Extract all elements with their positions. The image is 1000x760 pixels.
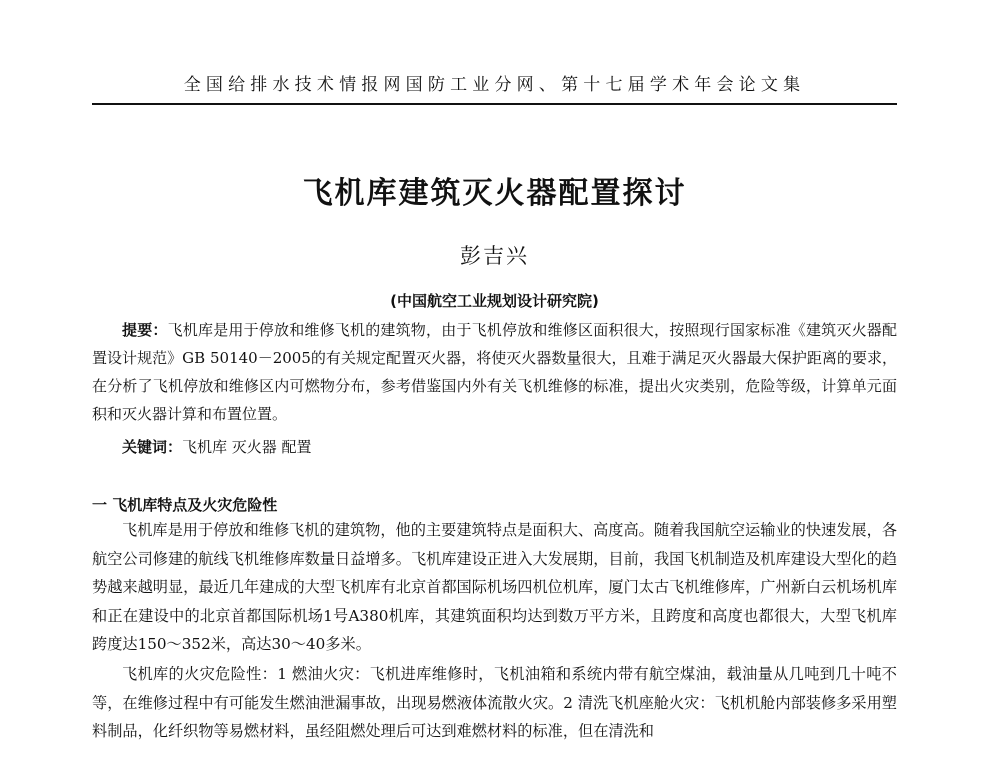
abstract-label: 提要： xyxy=(122,321,168,339)
abstract-text: 飞机库是用于停放和维修飞机的建筑物，由于飞机停放和维修区面积很大，按照现行国家标准《建筑灭火器配置设计规范》GB 50140－2005的有关规定配置灭火器，将使灭火器数量很大，且难于满足灭火器最大保护距离的要求，在分析了飞机停放和维修区内可燃物分布，参考借鉴国内外有关飞机维修的标准，提出火灾类别，危险等级，计算单元面积和灭火器计算和布置位置。 xyxy=(92,321,897,423)
header-rule xyxy=(92,103,897,105)
abstract xyxy=(92,316,897,428)
paper-title: 飞机库建筑灭火器配置探讨 xyxy=(302,176,687,211)
body-paragraph: 飞机库是用于停放和维修飞机的建筑物，他的主要建筑特点是面积大、高度高。随着我国航空运输业的快速发展，各航空公司修建的航线飞机维修库数量日益增多。飞机库建设正进入大发展期，目前，我国飞机制造及机库建设大型化的趋势越来越明显，最近几年建成的大型飞机库有北京首都国际机场四机位机库，厦门太古飞机维修库，广州新白云机场机库和正在建设中的北京首都国际机场1号A380机库，其建筑面积均达到数万平方米，且跨度和高度也都很大，大型飞机库跨度达150～352米，高达30～40多米。 xyxy=(92,521,897,653)
keywords-text: 飞机库 灭火器 配置 xyxy=(182,438,312,456)
running-header: 全国给排水技术情报网国防工业分网、第十七届学术年会论文集 xyxy=(183,75,806,95)
author-affiliation: (中国航空工业规划设计研究院) xyxy=(390,292,599,310)
section-heading: 一 飞机库特点及火灾危险性 xyxy=(92,496,278,514)
keywords-label: 关键词： xyxy=(122,438,183,456)
body-paragraph: 飞机库的火灾危险性：1 燃油火灾：飞机进库维修时，飞机油箱和系统内带有航空煤油，载油量从几吨到几十吨不等，在维修过程中有可能发生燃油泄漏事故，出现易燃液体流散火灾。2 清洗飞机座舱火灾：飞机机舱内部装修多采用塑料制品，化纤织物等易燃材料，虽经阻燃处理后可达到难燃材料的标准，但在清洗和 xyxy=(92,665,897,740)
author-name: 彭吉兴 xyxy=(460,244,529,268)
keywords xyxy=(122,434,312,460)
